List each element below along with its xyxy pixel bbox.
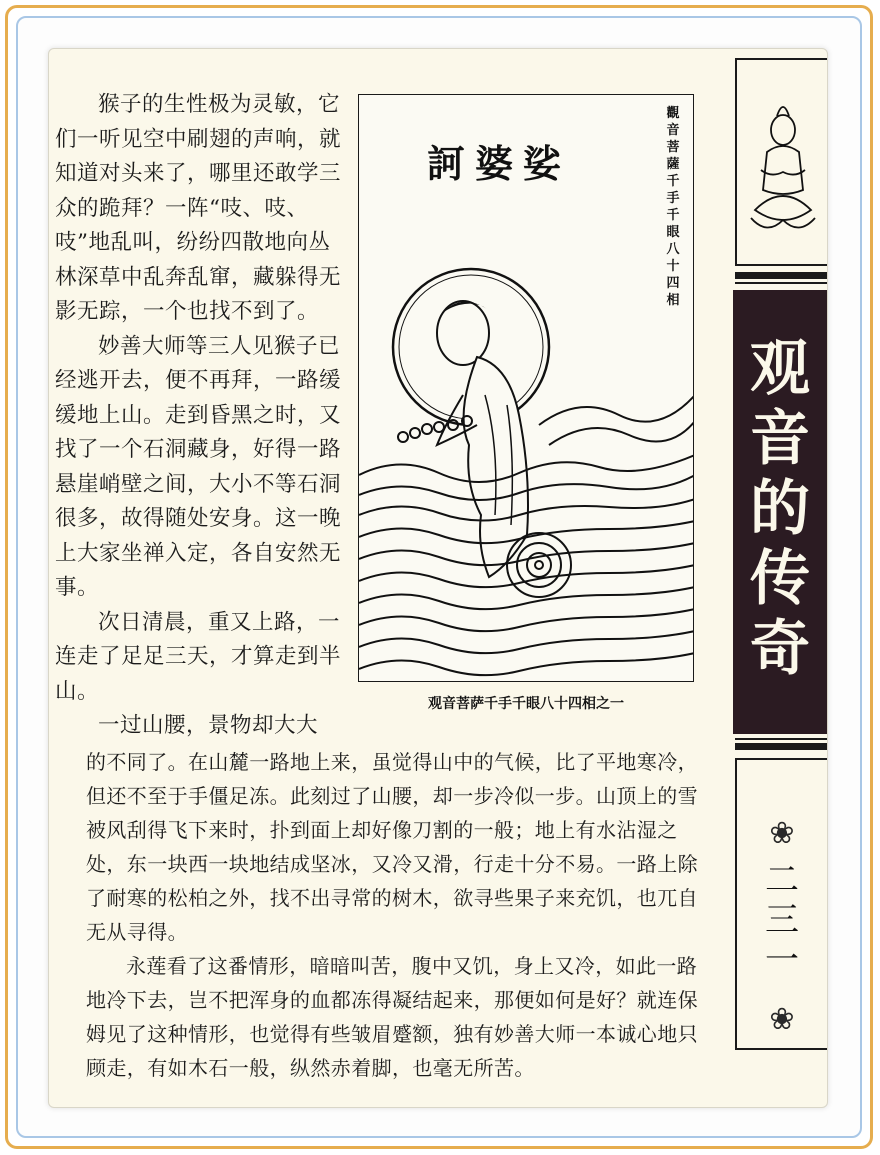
paragraph-5: 永莲看了这番情形，暗暗叫苦，腹中又饥，身上又冷，如此一路地冷下去，岂不把浑身的血都冻得凝结起来，那便如何是好？就连保姆见了这种情形，也觉得有些皱眉蹙额，独有妙善大师一本诚心地只顾走，有如木石一般，纵然赤着脚，也毫无所苦。 — [86, 954, 698, 1080]
paragraph-4-start: 一过山腰，景物却大大 — [98, 713, 319, 738]
illustration-title: 訶婆娑 — [427, 141, 572, 186]
sidebar-emblem-box — [735, 58, 827, 266]
paragraph-3: 次日清晨，重又上路，一连走了足足三天，才算走到半山。 — [55, 609, 342, 704]
guanyin-illustration — [358, 94, 694, 682]
sidebar-rule — [735, 743, 827, 750]
flower-ornament-icon: ❀ — [769, 816, 795, 851]
flower-ornament-icon: ❀ — [769, 1002, 795, 1037]
illustration-caption: 观音菩萨千手千眼八十四相之一 — [428, 696, 624, 712]
text-full-width — [86, 745, 706, 1085]
book-title-panel — [733, 290, 827, 734]
paragraph-4-continued: 的不同了。在山麓一路地上来，虽觉得山中的气候，比了平地寒冷，但还不至于手僵足冻。此刻过了山腰，却一步冷似一步。山顶上的雪被风刮得飞下来时，扑到面上却好像刀割的一般；地上有水沾湿之处，东一块西一块地结成坚冰，又冷又滑，行走十分不易。一路上除了耐寒的松柏之外，找不出寻常的树木，欲寻些果子来充饥，也兀自无从寻得。 — [86, 750, 698, 944]
paragraph-2: 妙善大师等三人见猴子已经逃开去，便不再拜，一路缓缓地上山。走到昏黑之时，又找了一个石洞藏身，好得一路悬崖峭壁之间，大小不等石洞很多，故得随处安身。这一晚上大家坐禅入定，各自安然无事。 — [55, 333, 342, 600]
book-title: 观音的传奇 — [750, 334, 810, 684]
sidebar-rule — [735, 282, 827, 284]
text-column — [55, 88, 350, 744]
bodhisattva-icon — [737, 60, 829, 268]
paragraph-1: 猴子的生性极为灵敏，它们一听见空中刷翅的声响，就知道对头来了，哪里还敢学三众的跪拜？一阵“吱、吱、吱”地乱叫，纷纷四散地向丛林深草中乱奔乱窜，藏躲得无影无踪，一个也找不到了。 — [55, 92, 342, 324]
sidebar-rule — [735, 738, 827, 740]
page-number-box — [735, 758, 827, 1050]
illustration-vertical-label: 觀音菩薩千手千眼八十四相 — [666, 106, 680, 308]
sidebar-rule — [735, 272, 827, 279]
page-number: 二三一 — [765, 860, 799, 980]
